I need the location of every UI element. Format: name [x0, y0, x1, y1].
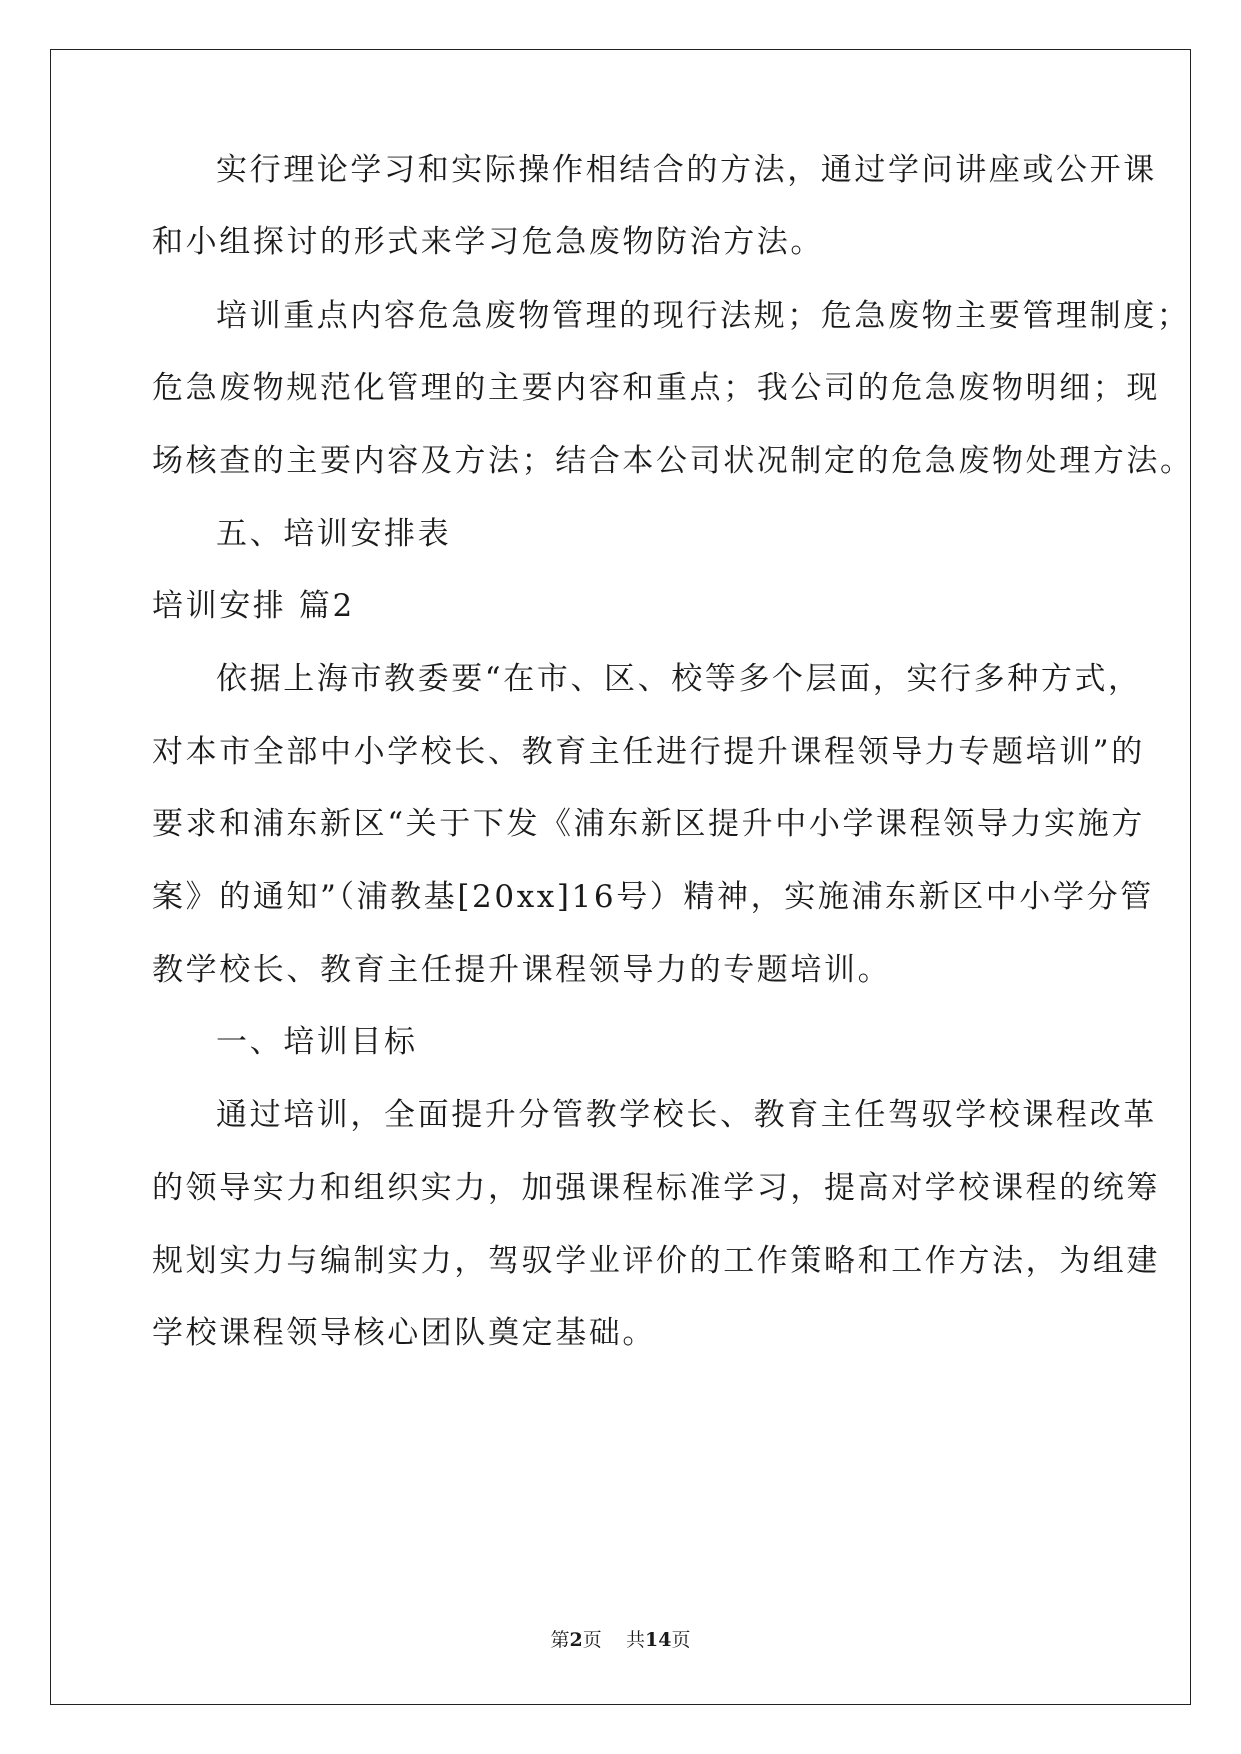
paragraph-line: 对本市全部中小学校长、教育主任进行提升课程领导力专题培训”的: [152, 734, 1145, 770]
paragraph-line: 的领导实力和组织实力，加强课程标准学习，提高对学校课程的统筹: [152, 1170, 1160, 1206]
total-prefix: 共: [625, 1629, 645, 1651]
total-pages: 14: [644, 1629, 672, 1651]
paragraph-line: 实行理论学习和实际操作相结合的方法，通过学问讲座或公开课: [216, 152, 1157, 188]
paragraph-line: 通过培训，全面提升分管教学校长、教育主任驾驭学校课程改革: [216, 1097, 1157, 1133]
page-number: 2: [569, 1629, 583, 1651]
paragraph-line: 案》的通知”（浦教基[20xx]16号）精神，实施浦东新区中小学分管: [152, 879, 1154, 915]
paragraph-line: 教学校长、教育主任提升课程领导力的专题培训。: [152, 952, 892, 988]
page-suffix: 页: [582, 1629, 602, 1651]
paragraph-line: 和小组探讨的形式来学习危急废物防治方法。: [152, 224, 824, 260]
page-prefix: 第: [550, 1629, 570, 1651]
section-heading: 五、培训安排表: [216, 516, 452, 552]
article-title: 培训安排 篇2: [152, 588, 355, 624]
paragraph-line: 学校课程领导核心团队奠定基础。: [152, 1315, 656, 1351]
paragraph-line: 依据上海市教委要“在市、区、校等多个层面，实行多种方式，: [216, 661, 1142, 697]
paragraph-line: 培训重点内容危急废物管理的现行法规；危急废物主要管理制度；: [216, 298, 1191, 334]
paragraph-line: 要求和浦东新区“关于下发《浦东新区提升中小学课程领导力实施方: [152, 806, 1145, 842]
section-heading: 一、培训目标: [216, 1024, 418, 1060]
paragraph-line: 规划实力与编制实力，驾驭学业评价的工作策略和工作方法，为组建: [152, 1243, 1160, 1279]
total-suffix: 页: [671, 1629, 691, 1651]
paragraph-line: 场核查的主要内容及方法；结合本公司状况制定的危急废物处理方法。: [152, 443, 1194, 479]
paragraph-line: 危急废物规范化管理的主要内容和重点；我公司的危急废物明细；现: [152, 370, 1160, 406]
page-footer: [0, 1628, 1241, 1652]
